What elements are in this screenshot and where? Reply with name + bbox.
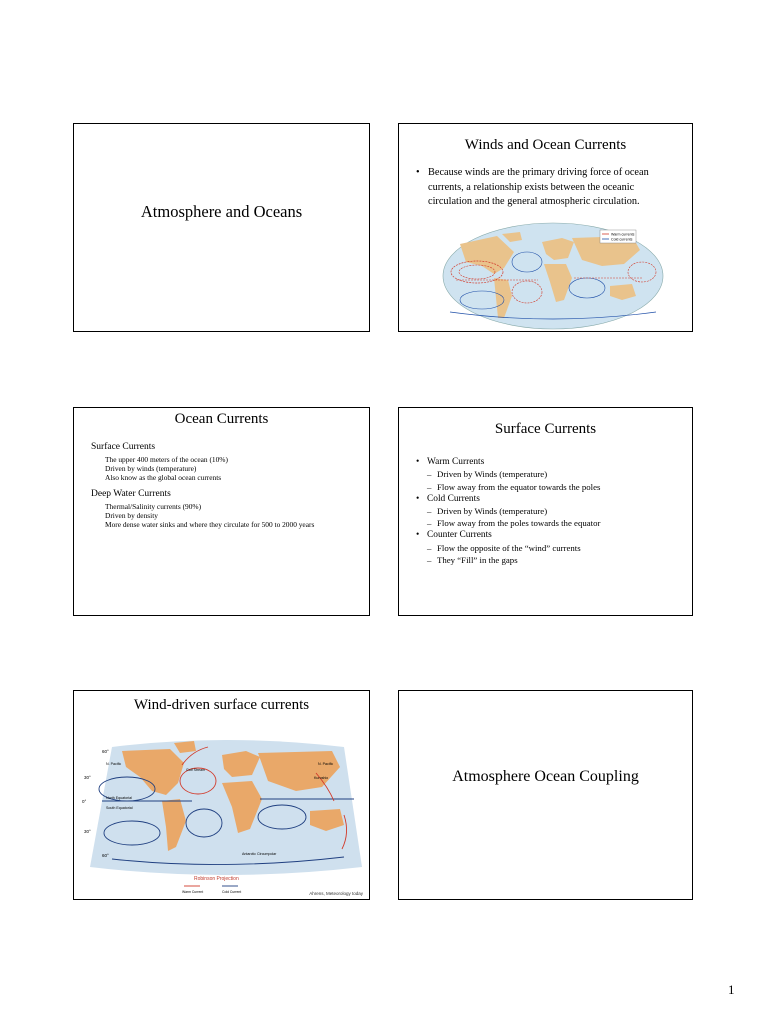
section-lines-deep <box>105 502 359 530</box>
current-label: Kuroshio <box>314 776 329 780</box>
slide-title: Winds and Ocean Currents <box>464 137 627 153</box>
slide-wind-driven-surface-currents <box>73 690 370 900</box>
latitude-label: 0° <box>82 799 87 804</box>
world-ocean-currents-map <box>442 222 664 330</box>
current-label: N. Pacific <box>318 762 334 766</box>
list-item: The upper 400 meters of the ocean (10%) <box>105 455 228 464</box>
slide-atmosphere-and-oceans <box>73 123 370 332</box>
dash-icon: – <box>427 554 432 565</box>
latitude-label: 60° <box>102 749 109 754</box>
slide-winds-and-ocean-currents <box>398 123 693 332</box>
slide-atmosphere-ocean-coupling <box>398 690 693 900</box>
section-heading-surface: Surface Currents <box>91 442 156 452</box>
sub-list-item: – Flow away from the poles towards the equator <box>427 518 601 529</box>
page-number: 1 <box>728 982 735 997</box>
surface-currents-list <box>416 456 680 566</box>
list-item: • Warm Currents <box>416 457 485 467</box>
current-label: South Equatorial <box>106 806 133 810</box>
current-label: Gulf Stream <box>186 768 206 772</box>
dash-icon: – <box>427 518 432 529</box>
latitude-label: 60° <box>102 853 109 858</box>
legend-cold-label: Cold Current <box>222 890 242 894</box>
latitude-label: 30° <box>84 775 91 780</box>
dash-icon: – <box>427 506 432 516</box>
list-item: • Cold Currents <box>416 493 480 504</box>
list-item: More dense water sinks and where they circulate for 500 to 2000 years <box>105 520 315 530</box>
dash-icon: – <box>427 469 432 480</box>
list-item: Thermal/Salinity currents (90%) <box>105 501 202 511</box>
list-item: Also know as the global ocean currents <box>105 473 222 483</box>
slide-surface-currents <box>398 407 693 616</box>
legend-warm-label: Warm Current <box>182 890 204 894</box>
section-heading-deep: Deep Water Currents <box>91 488 171 499</box>
wind-driven-currents-map <box>82 737 367 899</box>
sub-list-item: – Driven by Winds (temperature) <box>427 469 548 480</box>
current-label: Antarctic Circumpolar <box>242 852 277 856</box>
legend-cold-label: Cold currents <box>611 237 633 242</box>
dash-icon: – <box>427 542 432 553</box>
image-credit: Ahrens, Meteorology today <box>309 891 363 896</box>
bullet-icon: • <box>416 530 420 541</box>
bullet-icon: • <box>416 493 420 504</box>
latitude-label: 30° <box>84 829 91 834</box>
projection-label: Robinson Projection <box>194 876 239 882</box>
sub-list-item: – Driven by Winds (temperature) <box>427 506 548 516</box>
bullet-text: Because winds are the primary driving force of ocean currents, a relationship exists between the oceanic circulation and the general atmospheric circulation. <box>428 167 649 207</box>
list-item: • Counter Currents <box>416 530 492 541</box>
ocean-currents-content <box>91 442 359 535</box>
bullet-icon: • <box>416 167 420 178</box>
legend-warm-label: Warm currents <box>611 232 635 237</box>
sub-list-item: – Flow away from the equator towards the poles <box>427 481 601 492</box>
slide-ocean-currents <box>73 407 370 616</box>
bullet-icon: • <box>416 457 420 467</box>
slide-title: Atmosphere Ocean Coupling <box>452 768 639 785</box>
current-label: North Equatorial <box>106 796 132 800</box>
bullet-item <box>416 166 670 210</box>
sub-list-item: – Flow the opposite of the “wind” currents <box>427 542 581 553</box>
slide-title: Ocean Currents <box>174 411 269 427</box>
slide-title: Surface Currents <box>494 421 597 437</box>
dash-icon: – <box>427 481 432 492</box>
sub-list-item: – They “Fill” in the gaps <box>427 554 518 565</box>
list-item: Driven by winds (temperature) <box>105 464 197 474</box>
slide-title: Wind-driven surface currents <box>133 697 310 713</box>
list-item: Driven by density <box>105 510 158 520</box>
section-lines-surface <box>105 455 359 483</box>
current-label: N. Pacific <box>106 762 122 766</box>
slide-title: Atmosphere and Oceans <box>140 202 303 221</box>
